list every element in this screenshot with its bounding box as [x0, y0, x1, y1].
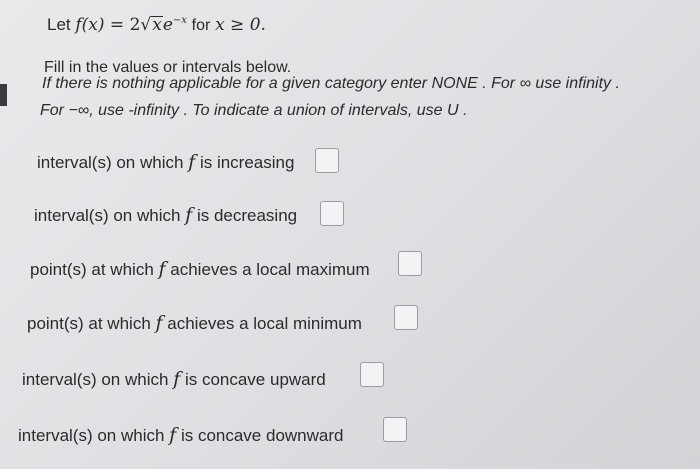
- concave-down-input[interactable]: [383, 417, 407, 442]
- local-min-input[interactable]: [394, 305, 418, 330]
- exponent: −x: [172, 15, 187, 26]
- problem-statement: [47, 15, 266, 35]
- radicand: x: [152, 15, 162, 35]
- problem-prefix: Let: [47, 15, 76, 34]
- label-decreasing: interval(s) on which f is decreasing: [34, 204, 298, 226]
- label-local-min: point(s) at which f achieves a local minimum: [27, 312, 362, 334]
- instruction-line-3: For −∞, use -infinity . To indicate a union of intervals, use U .: [40, 102, 468, 119]
- label-concave-up: interval(s) on which f is concave upward: [22, 368, 326, 390]
- instruction-line-1: Fill in the values or intervals below.: [44, 59, 292, 76]
- condition-math: x ≥ 0.: [215, 15, 266, 35]
- label-local-max: point(s) at which f achieves a local maximum: [30, 258, 370, 280]
- label-concave-down: interval(s) on which f is concave downward: [18, 424, 344, 446]
- instruction-line-2: If there is nothing applicable for a given category enter NONE . For ∞ use infinity .: [42, 75, 620, 92]
- equals-sign: = 2: [104, 15, 141, 35]
- decreasing-input[interactable]: [320, 201, 344, 226]
- label-increasing: interval(s) on which f is increasing: [37, 151, 295, 173]
- function-name: f(x): [75, 15, 105, 35]
- sqrt-symbol: √: [140, 15, 152, 35]
- exp-base: e: [162, 15, 173, 35]
- local-max-input[interactable]: [398, 251, 422, 276]
- condition-text: for: [191, 17, 211, 34]
- concave-up-input[interactable]: [360, 362, 384, 387]
- left-edge-marker: [0, 84, 7, 106]
- increasing-input[interactable]: [315, 148, 339, 173]
